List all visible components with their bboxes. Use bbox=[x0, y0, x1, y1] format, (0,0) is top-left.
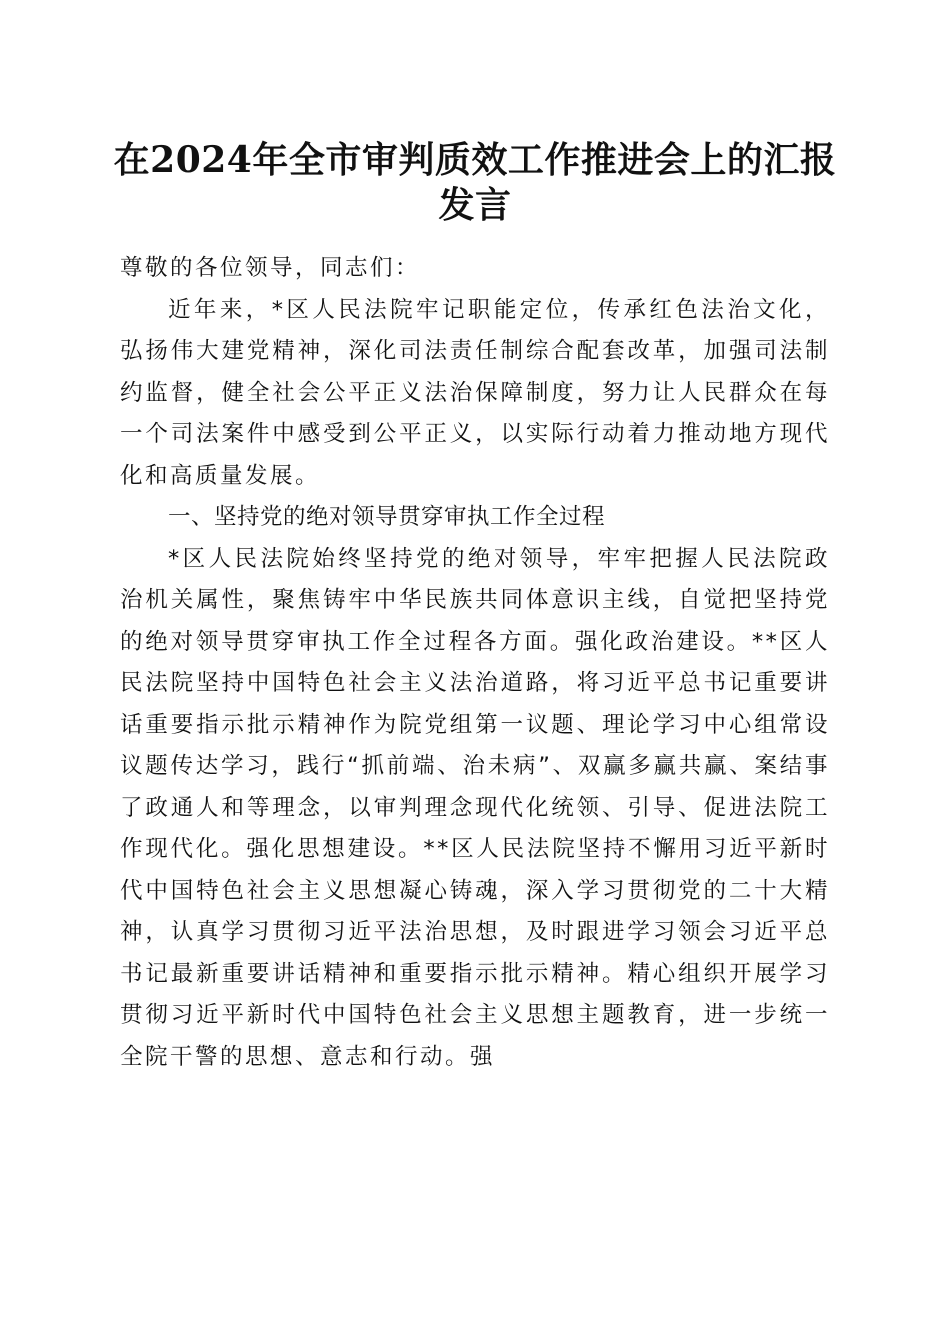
section-paragraph: *区人民法院始终坚持党的绝对领导，牢牢把握人民法院政治机关属性，聚焦铸牢中华民族共同体意识主线，自觉把坚持党的绝对领导贯穿审执工作全过程各方面。强化政治建设。**区人民法院坚持中国特色社会主义法治道路，将习近平总书记重要讲话重要指示批示精神作为院党组第一议题、理论学习中心组常设议题传达学习，践行“抓前端、治未病”、双赢多赢共赢、案结事了政通人和等理念，以审判理念现代化统领、引导、促进法院工作现代化。强化思想建设。**区人民法院坚持不懈用习近平新时代中国特色社会主义思想凝心铸魂，深入学习贯彻党的二十大精神，认真学习贯彻习近平法治思想，及时跟进学习领会习近平总书记最新重要讲话精神和重要指示批示精神。精心组织开展学习贯彻习近平新时代中国特色社会主义思想主题教育，进一步统一全院干警的思想、意志和行动。强 bbox=[120, 545, 830, 1070]
document-body bbox=[120, 248, 830, 1078]
document-title: 在2024年全市审判质效工作推进会上的汇报发言 bbox=[113, 139, 837, 226]
section-heading: 一、坚持党的绝对领导贯穿审执工作全过程 bbox=[168, 504, 606, 530]
intro-paragraph: 近年来，*区人民法院牢记职能定位，传承红色法治文化，弘扬伟大建党精神，深化司法责任制综合配套改革，加强司法制约监督，健全社会公平正义法治保障制度，努力让人民群众在每一个司法案件中感受到公平正义，以实际行动着力推动地方现代化和高质量发展。 bbox=[120, 296, 830, 489]
salutation: 尊敬的各位领导，同志们： bbox=[120, 255, 421, 281]
